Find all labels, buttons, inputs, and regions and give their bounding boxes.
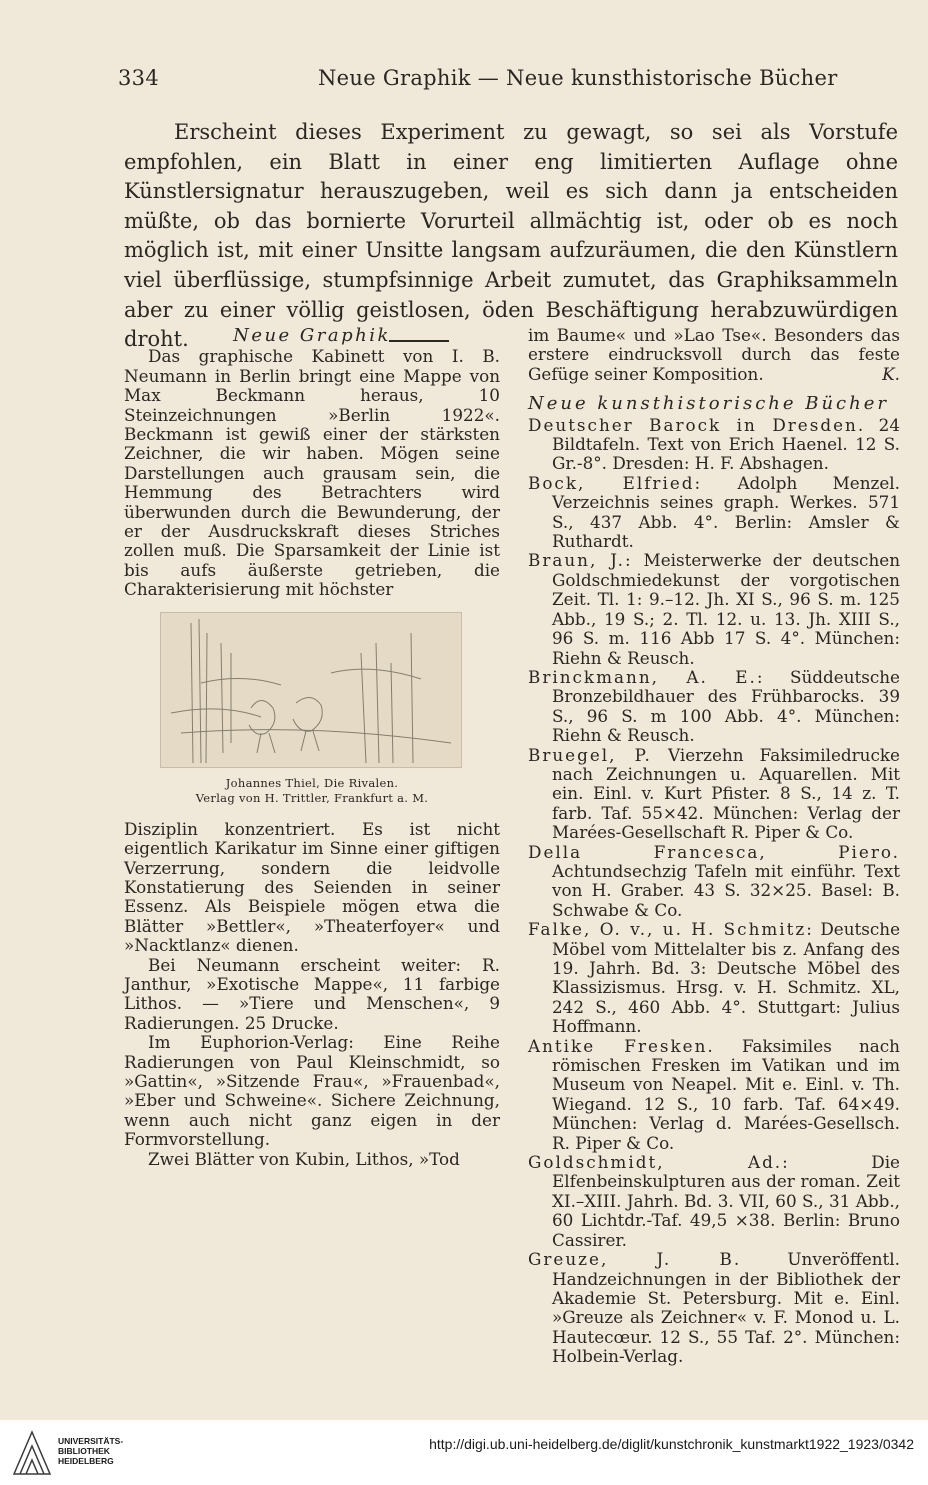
bibliography-entry [528,416,900,474]
library-name-line: HEIDELBERG [58,1456,114,1466]
entry-details: Süddeutsche Bronzebildhauer des Frühbarocks. 39 S., 96 S. m 100 Abb. 4°. München: Riehn & Reusch. [552,666,900,746]
caption-line: Verlag von H. Trittler, Frankfurt a. M. [195,790,429,805]
page-number: 334 [118,66,159,90]
library-name-line: BIBLIOTHEK [58,1446,110,1456]
bibliography-entry [528,920,900,1036]
continuation-text: im Baume« und »Lao Tse«. Besonders das erstere eindrucksvoll durch das feste Gefüge seiner Komposition. [528,325,900,384]
entry-details: Die Elfenbeinskulpturen aus der roman. Zeit XI.–XIII. Jahrh. Bd. 3. VII, 60 S., 31 Abb., 60 Lichtdr.-Taf. 49,5 ×38. Berlin: Bruno Cassirer. [552,1152,900,1250]
entry-author: Braun, J.: [528,550,633,571]
paragraph: Das graphische Kabinett von I. B. Neumann in Berlin bringt eine Mappe von Max Beckmann heraus, 10 Steinzeichnungen »Berlin 1922«. Beckmann ist gewiß einer der stärksten Zeichner, die wir haben. Mögen seine Darstellungen auch grausam sein, die Hemmung des Betrachters wird überwunden durch die Bewunderung, der er der Ausdruckskraft dieses Striches zollen muß. Die Sparsamkeit der Linie ist bis aufs äußerste getrieben, die Charakterisierung mit höchster [124,346,500,600]
section-title-neue-buecher: Neue kunsthistorische Bücher [528,393,889,415]
entry-details: Unveröffentl. Handzeichnungen in der Bibliothek der Akademie St. Petersburg. Mit e. Einl. »Greuze als Zeichner« v. F. Monod u. L. Hautecœur. 12 S., 55 Taf. 2°. München: Holbein-Verlag. [552,1249,900,1367]
entry-details: Adolph Menzel. Verzeichnis seines graph. Werkes. 571 S., 437 Abb. 4°. Berlin: Amsler & Ruthardt. [552,472,900,552]
bibliography-entry [528,746,900,843]
entry-author: Deutscher Barock in Dresden. [528,414,866,435]
bibliography-entry [528,668,900,746]
entry-details: Faksimiles nach römischen Fresken im Vatikan und im Museum von Neapel. Mit e. Einl. v. Th. Wiegand. 12 S., 10 farb. Taf. 64×49. München: Verlag d. Marées-Gesellsch. R. Piper & Co. [552,1035,900,1153]
paragraph-continuation [528,326,900,384]
paragraph: Bei Neumann erscheint weiter: R. Janthur, »Exotische Mappe«, 11 farbige Lithos. — »Tiere und Menschen«, 9 Radierungen. 25 Drucke. [124,954,500,1033]
intro-text: Erscheint dieses Experiment zu gewagt, so sei als Vorstufe empfohlen, ein Blatt in einer eng limitierten Auflage ohne Künstlersignatur herauszugeben, weil es sich dann ja entscheiden müßte, ob das bornierte Vorurteil allmächtig ist, oder ob es noch möglich ist, mit einer Unsitte langsam aufzuräumen, die den Künstlern viel überflüssige, stumpfsinnige Arbeit zumutet, das Graphiksammeln aber zu einer völlig geistlosen, öden Beschäftigung herabzuwürdigen droht. [124,120,898,352]
section-title-neue-graphik: Neue Graphik [233,325,391,346]
illustration-die-rivalen [160,612,462,768]
entry-details: Vierzehn Faksimiledrucke nach Zeichnungen u. Aquarellen. Mit ein. Einl. v. Kurt Pfister. 8 S., 14 z. T. farb. Taf. 55×42. München: Verlag der Marées-Gesellschaft R. Piper & Co. [552,744,900,843]
bibliography-entry [528,1250,900,1366]
university-library-logo-icon [10,1428,54,1478]
paragraph: Im Euphorion-Verlag: Eine Reihe Radierungen von Paul Kleinschmidt, so »Gattin«, »Sitzende Frau«, »Frauenbad«, »Eber und Schweine«. Sichere Zeichnung, wenn auch nicht ganz eigen in der Formvorstellung. [124,1032,500,1150]
running-head: Neue Graphik — Neue kunsthistorische Bücher [318,66,838,90]
entry-author: Bruegel, P. [528,744,652,765]
right-column [528,326,900,1367]
bibliography-entry [528,551,900,667]
entry-author: Della Francesca, Piero. [528,841,900,862]
paragraph: Zwei Blätter von Kubin, Lithos, »Tod [148,1148,460,1169]
entry-details: Achtundsechzig Tafeln mit einführ. Text von H. Graber. 43 S. 32×25. Basel: B. Schwabe & Co. [552,860,900,920]
left-column [124,326,500,1169]
intro-paragraph-block [124,118,898,355]
library-name [58,1436,123,1466]
library-name-line: UNIVERSITÄTS- [58,1436,124,1446]
entry-author: Antike Fresken. [528,1035,715,1056]
caption-line: Johannes Thiel, Die Rivalen. [225,775,399,790]
entry-author: Goldschmidt, Ad.: [528,1152,790,1173]
footer-bar [0,1420,928,1485]
entry-details: Deutsche Möbel vom Mittelalter bis z. Anfang des 19. Jahrh. Bd. 3: Deutsche Möbel des Klassizismus. Hrsg. v. H. Schmitz. XL, 242 S., 460 Abb. 4°. Stuttgart: Julius Hoffmann. [552,919,900,1037]
bibliography-entry [528,474,900,552]
entry-author: Brinckmann, A. E.: [528,666,765,687]
paragraph: Disziplin konzentriert. Es ist nicht eigentlich Karikatur im Sinne einer giftigen Verzerrung, sondern die leidvolle Konstatierung des Seienden in seiner Essenz. Als Beispiele mögen etwa die Blätter »Bettler«, »Theaterfoyer« und »Nacktlanz« dienen. [124,818,500,956]
bibliography-entry [528,843,900,921]
entry-details: Meisterwerke der deutschen Goldschmiedekunst der vorgotischen Zeit. Tl. 1: 9.–12. Jh. XI S., 96 S. m. 125 Abb., 19 S.; 2. Tl. 12. u. 13. Jh. XIII S., 96 S. m. 116 Abb 17 S. 4°. München: Riehn & Reusch. [552,550,901,668]
bibliography-entry [528,1037,900,1153]
etching-sketch [161,613,461,767]
intro-paragraph [124,118,898,355]
illustration-caption [124,776,500,806]
entry-author: Greuze, J. B. [528,1249,742,1270]
entry-details: 24 Bildtafeln. Text von Erich Haenel. 12 S. Gr.-8°. Dresden: H. F. Abshagen. [552,414,901,474]
entry-author: Bock, Elfried: [528,472,703,493]
bibliography-list [528,416,900,1367]
entry-author: Falke, O. v., u. H. Schmitz: [528,919,814,940]
bibliography-entry [528,1153,900,1250]
author-signature: K. [882,363,900,384]
source-url-link[interactable]: http://digi.ub.uni-heidelberg.de/diglit/kunstchronik_kunstmarkt1922_1923/0342 [429,1436,914,1452]
